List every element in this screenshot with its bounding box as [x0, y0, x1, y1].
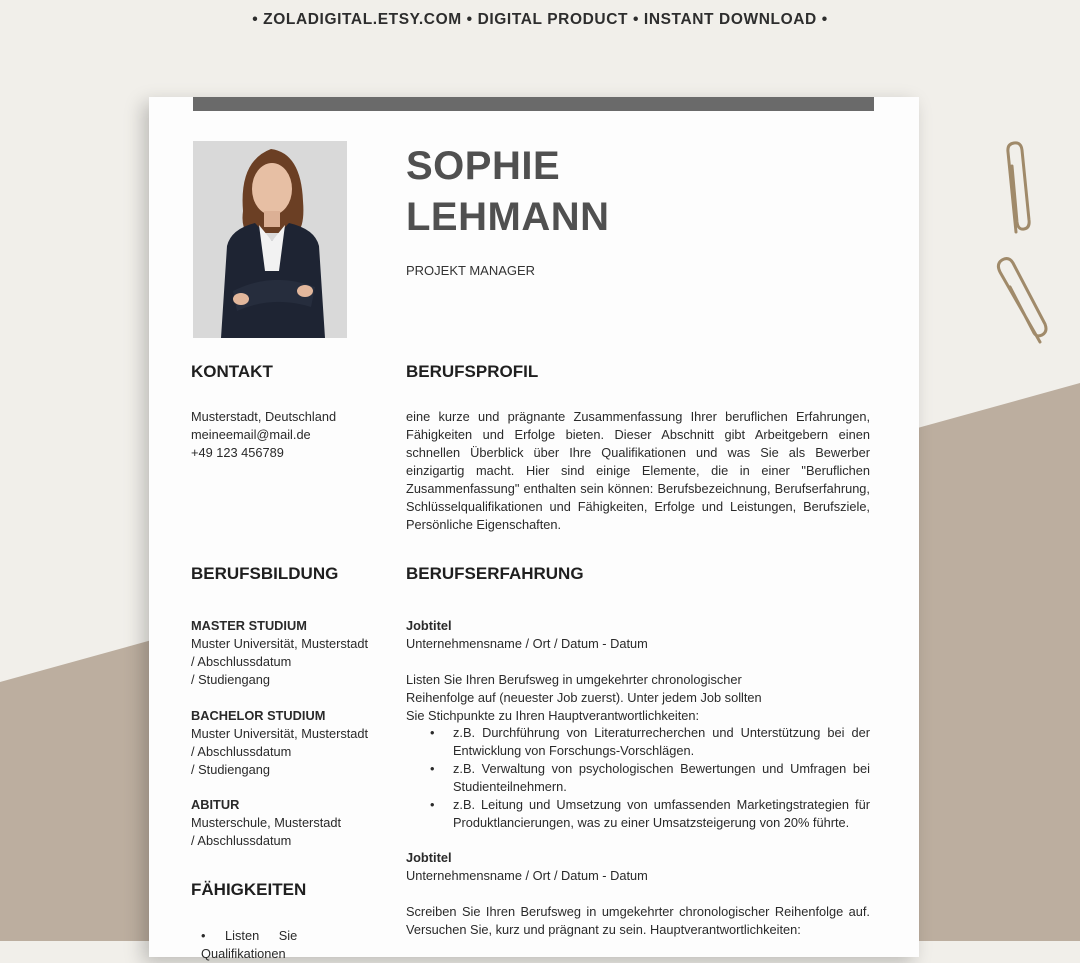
- bildung-entry: [191, 796, 391, 850]
- list-item: • z.B. Durchführung von Literaturrecherchen und Unterstützung bei der Entwicklung von Forschungs-Vorschlägen.: [430, 725, 870, 758]
- job-title: Jobtitel: [406, 618, 452, 633]
- top-accent-bar: [193, 97, 874, 111]
- profil-text: eine kurze und prägnante Zusammenfassung Ihrer beruflichen Erfahrungen, Fähigkeiten und Erfolge bieten. Dieser Abschnitt gibt Arbeitgebern einen schnellen Überblick über Ihre Qualifikationen und was Sie als Bewerber einzigartig macht. Hier sind einige Elemente, die in einer "Beruflichen Zusammenfassung" enthalten sein können: Berufsbezeichnung, Berufserfahrung, Schlüsselqualifikationen und Fähigkeiten, Erfolge und Leistungen, Berufsziele, Persönliche Eigenschaften.: [406, 409, 870, 532]
- job-role: PROJEKT MANAGER: [406, 263, 536, 278]
- bildung-line: Musterschule, Musterstadt: [191, 815, 342, 830]
- profil-heading: BERUFSPROFIL: [406, 362, 539, 381]
- shop-banner: • ZOLADIGITAL.ETSY.COM • DIGITAL PRODUCT • INSTANT DOWNLOAD •: [252, 11, 828, 28]
- list-item: • z.B. Leitung und Umsetzung von umfassenden Marketingstrategien für Produktlancierungen, was zu einer Umsatzsteigerung von 20% führte.: [430, 797, 870, 830]
- list-item: • z.B. Verwaltung von psychologischen Bewertungen und Umfragen bei Studienteilnehmern.: [430, 761, 870, 794]
- first-name: SOPHIE: [406, 144, 561, 188]
- bildung-title: BACHELOR STUDIUM: [191, 708, 326, 723]
- job-title: Jobtitel: [406, 850, 452, 865]
- bildung-title: ABITUR: [191, 797, 240, 812]
- bildung-line: Muster Universität, Musterstadt: [191, 636, 369, 651]
- bildung-title: MASTER STUDIUM: [191, 618, 307, 633]
- bildung-line: Muster Universität, Musterstadt: [191, 726, 369, 741]
- faehigkeiten-heading: FÄHIGKEITEN: [191, 880, 307, 899]
- job-meta: Unternehmensname / Ort / Datum - Datum: [406, 868, 648, 883]
- job-intro-line: Listen Sie Ihren Berufsweg in umgekehrter chronologischer: [406, 672, 742, 687]
- job-intro-line: Sie Stichpunkte zu Ihren Hauptverantwortlichkeiten:: [406, 708, 700, 723]
- kontakt-phone: +49 123 456789: [191, 445, 284, 460]
- job-intro: Screiben Sie Ihren Berufsweg in umgekehrter chronologischer Reihenfolge auf. Versuchen Sie, kurz und prägnant zu sein. Hauptverantwortlichkeiten:: [406, 904, 870, 937]
- profile-photo: [193, 141, 347, 338]
- paperclip-icon: [998, 140, 1042, 240]
- bildung-line: / Abschlussdatum: [191, 744, 292, 759]
- bildung-entry: [191, 617, 391, 689]
- bildung-line: / Studiengang: [191, 672, 270, 687]
- resume-page: [149, 97, 919, 961]
- kontakt-address: Musterstadt, Deutschland: [191, 409, 337, 424]
- bildung-entry: [191, 707, 391, 779]
- job-bullets: [406, 724, 870, 832]
- kontakt-details: [191, 408, 391, 462]
- job-meta: Unternehmensname / Ort / Datum - Datum: [406, 636, 648, 651]
- job-entry: [406, 849, 870, 939]
- erfahrung-heading: BERUFSERFAHRUNG: [406, 564, 584, 583]
- candidate-name: [406, 141, 609, 243]
- bildung-line: / Abschlussdatum: [191, 833, 292, 848]
- last-name: LEHMANN: [406, 195, 610, 239]
- bildung-heading: BERUFSBILDUNG: [191, 564, 339, 583]
- bildung-line: / Studiengang: [191, 762, 270, 777]
- job-entry: [406, 617, 870, 725]
- bildung-line: / Abschlussdatum: [191, 654, 292, 669]
- faehigkeiten-item: • Listen Sie Qualifikationen: [201, 928, 298, 961]
- job-intro-line: Reihenfolge auf (neuester Job zuerst). Unter jedem Job sollten: [406, 690, 762, 705]
- faehigkeiten-text: Listen Sie Qualifikationen: [201, 928, 298, 961]
- kontakt-email: meineemail@mail.de: [191, 427, 311, 442]
- kontakt-heading: KONTAKT: [191, 362, 273, 381]
- paperclip-icon: [990, 252, 1054, 348]
